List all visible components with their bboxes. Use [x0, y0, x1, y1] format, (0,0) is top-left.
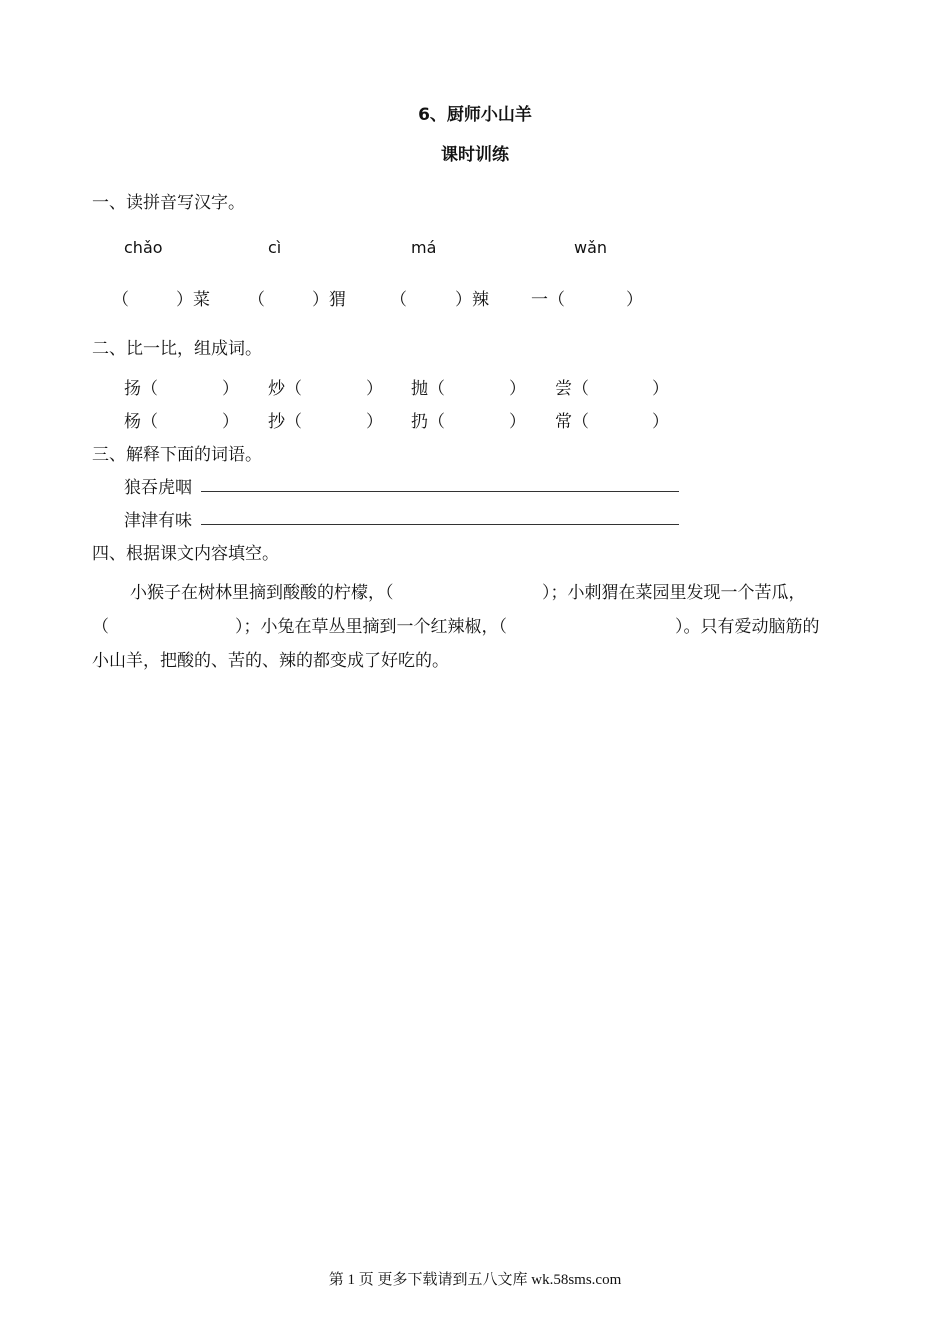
answer-line-1: [201, 491, 679, 492]
blank-3-close: ）辣: [455, 290, 489, 310]
compare-r1-4-close: ）: [652, 379, 669, 399]
compare-r1-3: 抛（: [411, 379, 445, 399]
blank-2-open: （: [248, 290, 265, 310]
blank-2-close: ）猬: [312, 290, 346, 310]
compare-r2-1: 杨（: [124, 412, 158, 432]
answer-line-2: [201, 524, 679, 525]
compare-r1-1-close: ）: [222, 379, 239, 399]
section3-heading: 三、解释下面的词语。: [92, 445, 262, 465]
blank-3-open: （: [390, 290, 407, 310]
pinyin-1: chǎo: [124, 238, 163, 257]
compare-r2-2: 抄（: [268, 412, 302, 432]
section2-heading: 二、比一比，组成词。: [92, 339, 262, 359]
compare-r2-4-close: ）: [652, 412, 669, 432]
para-line3: 小山羊，把酸的、苦的、辣的都变成了好吃的。: [92, 651, 449, 671]
compare-r2-2-close: ）: [366, 412, 383, 432]
blank-1-close: ）菜: [176, 290, 210, 310]
blank-4-close: ）: [626, 290, 643, 310]
page-footer: 第 1 页 更多下载请到五八文库 wk.58sms.com: [328, 1272, 622, 1288]
para-line1-b: ）；小刺猬在菜园里发现一个苦瓜，: [542, 583, 806, 603]
compare-r1-2-close: ）: [366, 379, 383, 399]
section4-heading: 四、根据课文内容填空。: [92, 544, 279, 564]
term-2: 津津有味: [124, 511, 192, 531]
section1-heading: 一、读拼音写汉字。: [92, 193, 245, 213]
compare-r1-4: 尝（: [555, 379, 589, 399]
para-line2-a: （: [92, 617, 109, 637]
pinyin-4: wǎn: [574, 238, 608, 257]
para-line1-a: 小猴子在树林里摘到酸酸的柠檬，（: [130, 583, 394, 603]
compare-r1-1: 扬（: [124, 379, 158, 399]
pinyin-2: cì: [268, 238, 282, 257]
para-line2-c: ）。只有爱动脑筋的: [675, 617, 820, 637]
blank-4-open: 一（: [531, 290, 565, 310]
compare-r2-4: 常（: [555, 412, 589, 432]
page-title: 6、厨师小山羊: [418, 105, 532, 125]
page-subtitle: 课时训练: [441, 145, 509, 165]
pinyin-3: má: [411, 238, 437, 257]
para-line2-b: ）；小兔在草丛里摘到一个红辣椒，（: [235, 617, 507, 637]
compare-r2-1-close: ）: [222, 412, 239, 432]
blank-1-open: （: [112, 290, 129, 310]
term-1: 狼吞虎咽: [124, 478, 192, 498]
compare-r1-2: 炒（: [268, 379, 302, 399]
compare-r2-3: 扔（: [411, 412, 445, 432]
compare-r1-3-close: ）: [509, 379, 526, 399]
compare-r2-3-close: ）: [509, 412, 526, 432]
